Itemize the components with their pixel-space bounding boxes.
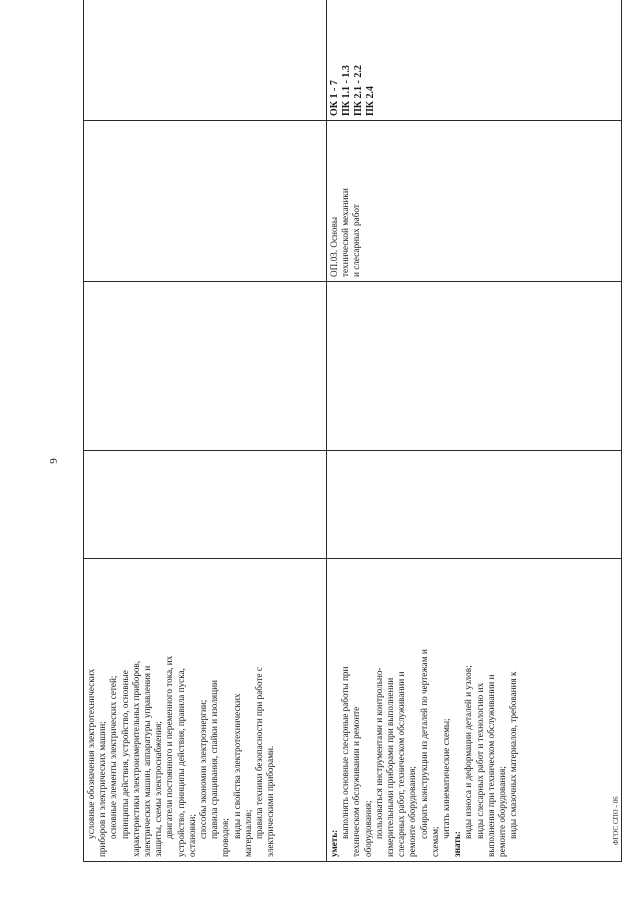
znat-label: знать: — [452, 831, 463, 857]
curriculum-table-sheet — [83, 45, 621, 862]
discipline-cell — [327, 121, 622, 282]
text-line: проводов; — [220, 818, 231, 857]
hours-max-cell — [327, 451, 622, 559]
text-line: ремонте оборудования; — [497, 766, 508, 857]
text-line: и слесарных работ — [351, 204, 362, 277]
text-line: виды и свойства электротехнических — [231, 693, 242, 839]
text-line: ПК 2.4 — [365, 85, 376, 116]
text-line: остановки; — [186, 814, 197, 857]
discipline-cell — [84, 121, 327, 282]
text-line: приборов и электрических машин; — [97, 721, 108, 857]
text-line: правила сращивания, спайки и изоляции — [209, 680, 220, 839]
text-line: выполнения при техническом обслуживании и — [485, 674, 496, 857]
page-number: 9 — [48, 458, 60, 464]
text-line: принципы действия, устройство, основные — [119, 670, 130, 839]
text-line: читать кинематические схемы; — [441, 718, 452, 839]
skills-cell — [327, 559, 622, 862]
text-line: технической механики — [340, 188, 351, 277]
knowledge-cell — [84, 559, 327, 862]
text-line: защиты, схемы электроснабжения; — [153, 721, 164, 857]
text-line: характеристики электроизмерительных приборов, — [130, 660, 141, 857]
text-line: правила техники безопасности при работе с — [254, 667, 265, 839]
footer-code: ФГОС СПО - 06 — [612, 796, 620, 845]
hours-class-cell — [327, 282, 622, 451]
knowledge-list — [463, 563, 519, 857]
text-line: виды смазочных материалов, требования к — [508, 671, 519, 839]
table-row — [84, 0, 327, 862]
text-line: техническом обслуживании и ремонте — [351, 706, 362, 857]
table-row — [327, 0, 622, 862]
text-line: ПК 1.1 - 1.3 — [341, 65, 352, 116]
text-line: ПК 2.1 - 2.2 — [353, 65, 364, 116]
text-line: оборудования; — [362, 800, 373, 857]
competence-cell — [327, 0, 622, 121]
text-line: материалов; — [242, 809, 253, 857]
competence-codes — [329, 4, 377, 116]
text-line: выполнять основные слесарные работы при — [340, 666, 351, 839]
skills-list — [340, 563, 452, 857]
discipline-name — [329, 125, 363, 277]
text-line: ремонте оборудования; — [407, 766, 418, 857]
text-line: измерительными приборами при выполнении — [385, 677, 396, 857]
text-line: ОП.03. Основы — [329, 216, 339, 277]
text-line: пользоваться инструментами и контрольно- — [373, 667, 384, 839]
text-line: схемам; — [429, 826, 440, 857]
hours-max-cell — [84, 451, 327, 559]
hours-class-cell — [84, 282, 327, 451]
text-line: слесарных работ, техническом обслуживании и — [396, 671, 407, 857]
text-line: электрических машин, аппаратуры управления и — [142, 665, 153, 857]
text-line: двигатели постоянного и переменного тока, их — [164, 655, 175, 839]
text-line: способы экономии электроэнергии; — [198, 699, 209, 839]
curriculum-table — [83, 0, 622, 862]
text-line: электрическими приборами. — [265, 745, 276, 857]
text-line: устройство, принципы действия, правила пуска, — [175, 668, 186, 857]
competence-cell — [84, 0, 327, 121]
text-line: основные элементы электрических сетей; — [108, 675, 119, 839]
text-line: виды слесарных работ и технологию их — [474, 682, 485, 839]
knowledge-list — [86, 563, 276, 857]
text-line: ОК 1 - 7 — [329, 80, 340, 116]
umet-label: уметь: — [329, 829, 339, 857]
text-line: виды износа и деформации деталей и узлов; — [463, 665, 474, 839]
text-line: условные обозначения электротехнических — [86, 668, 96, 839]
text-line: собирать конструкции из деталей по чертежам и — [418, 649, 429, 839]
